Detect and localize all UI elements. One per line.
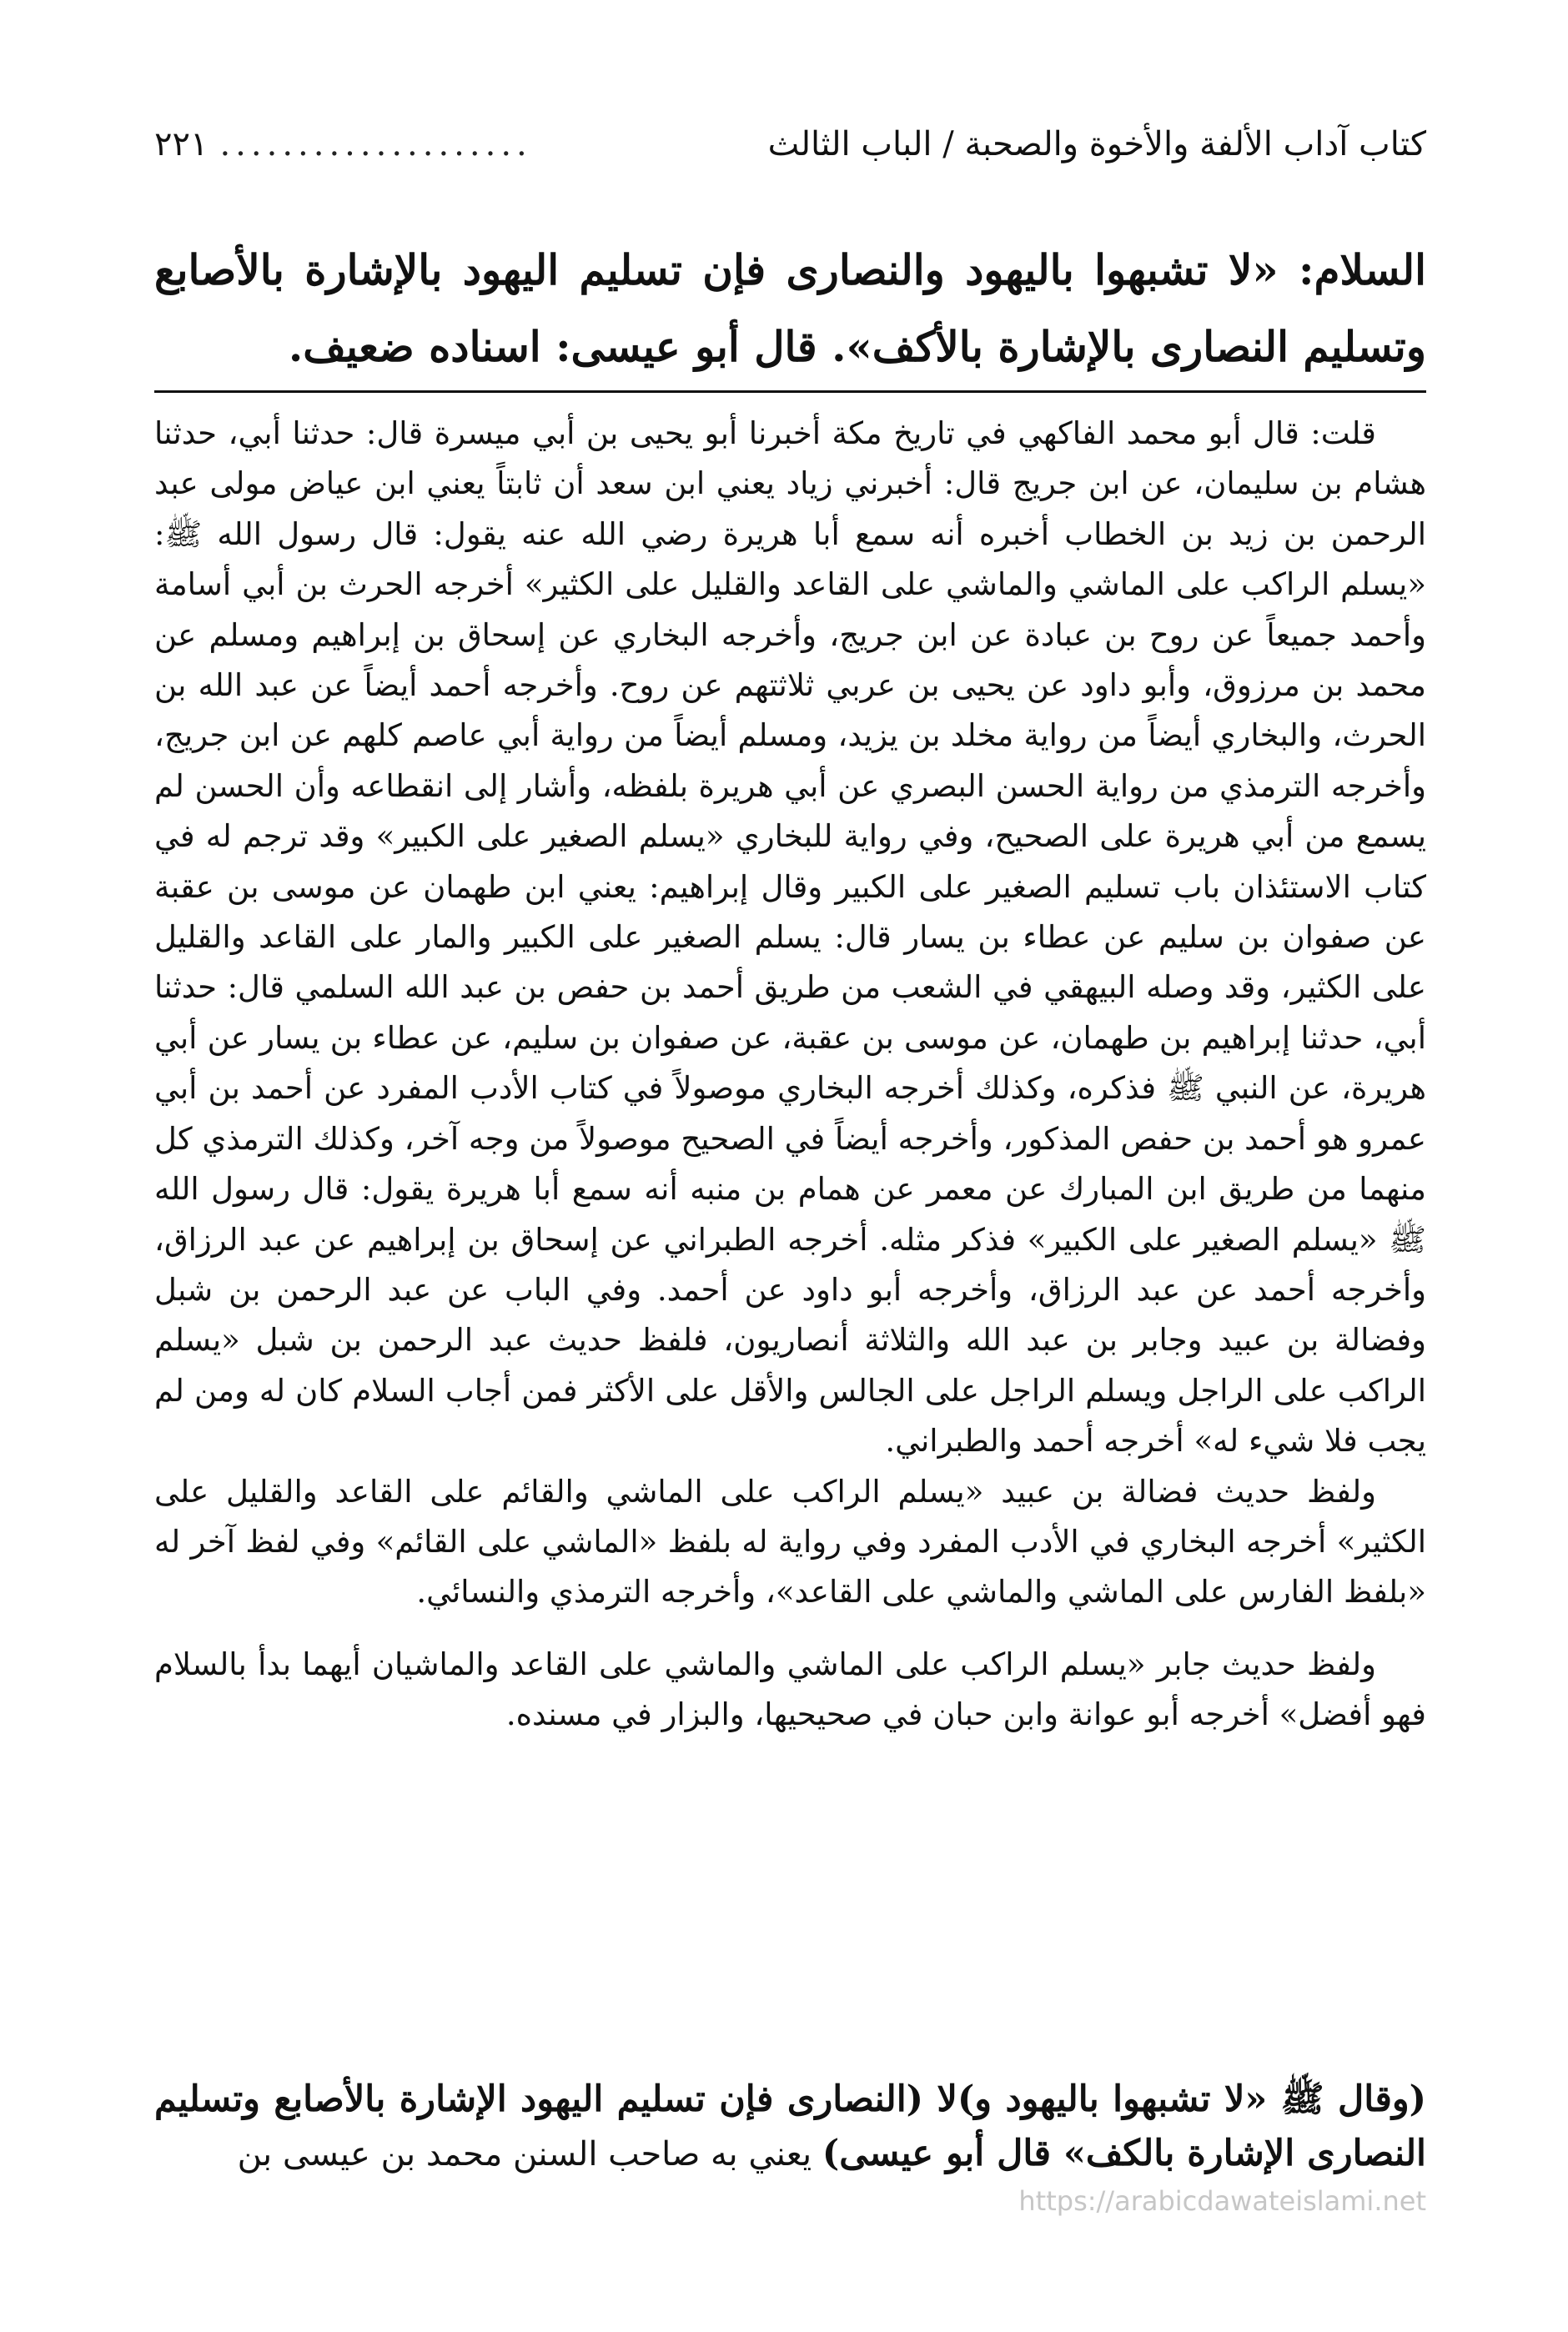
commentary-section [154, 409, 1426, 1741]
main-text-paragraph: السلام: «لا تشبهوا باليهود والنصارى فإن تسليم اليهود بالإشارة بالأصابع وتسليم النصارى بالإشارة بالأكف». قال أبو عيسى: اسناده ضعيف. [154, 245, 1426, 371]
commentary-paragraph: ولفظ حديث جابر «يسلم الراكب على الماشي والماشي على القاعد والماشيان أيهما بدأ بالسلام فهو أفضل» أخرجه أبو عوانة وابن حبان في صحيحيها، والبزار في مسنده. [154, 1646, 1426, 1733]
running-header [154, 115, 1426, 173]
sharh-quote: (وقال ﷺ «لا تشبهوا باليهود و)لا (النصارى فإن تسليم اليهود الإشارة بالأصابع وتسليم النصارى الإشارة بالكف» قال أبو عيسى) [154, 2078, 1426, 2174]
main-text [154, 232, 1426, 385]
commentary-paragraph: ولفظ حديث فضالة بن عبيد «يسلم الراكب على الماشي والقائم على القاعد والقليل على الكثير» أخرجه البخاري في الأدب المفرد وفي رواية له بلفظ «الماشي على القائم» وفي لفظ آخر له «بلفظ الفارس على الماشي والماشي على القاعد»، وأخرجه الترمذي والنسائي. [154, 1473, 1426, 1611]
dot-leader: .................... [219, 125, 532, 163]
sharh-section [154, 2073, 1426, 2181]
page-number: ٢٢١ [154, 125, 209, 163]
commentary-paragraph: قلت: قال أبو محمد الفاكهي في تاريخ مكة أخبرنا أبو يحيى بن أبي ميسرة قال: حدثنا أبي، حدثنا هشام بن سليمان، عن ابن جريج قال: أخبرني زياد يعني ابن سعد أن ثابتاً يعني ابن عياض مولى عبد الرحمن بن زيد بن الخطاب أخبره أنه سمع أبا هريرة رضي الله عنه يقول: قال رسول الله ﷺ: «يسلم الراكب على الماشي والماشي على القاعد والقليل على الكثير» أخرجه الحرث بن أبي أسامة وأحمد جميعاً عن روح بن عبادة عن ابن جريج، وأخرجه البخاري عن إسحاق بن إبراهيم ومسلم عن محمد بن مرزوق، وأبو داود عن يحيى بن عربي ثلاثتهم عن روح. وأخرجه أحمد أيضاً عن عبد الله بن الحرث، والبخاري أيضاً من رواية مخلد بن يزيد، ومسلم أيضاً من رواية أبي عاصم كلهم عن ابن جريج، وأخرجه الترمذي من رواية الحسن البصري عن أبي هريرة بلفظه، وأشار إلى انقطاعه وأن الحسن لم يسمع من أبي هريرة على الصحيح، وفي رواية للبخاري «يسلم الصغير على الكبير» وقد ترجم له في كتاب الاستئذان باب تسليم الصغير على الكبير وقال إبراهيم: يعني ابن طهمان عن موسى بن عقبة عن صفوان بن سليم عن عطاء بن يسار قال: يسلم الصغير على الكبير والمار على القاعد والقليل على الكثير، وقد وصله البيهقي في الشعب من طريق أحمد بن حفص بن عبد الله السلمي قال: حدثنا أبي، حدثنا إبراهيم بن طهمان، عن موسى بن عقبة، عن صفوان بن سليم، عن عطاء بن يسار عن أبي هريرة، عن النبي ﷺ فذكره، وكذلك أخرجه البخاري موصولاً في كتاب الأدب المفرد عن أحمد بن أبي عمرو هو أحمد بن حفص المذكور، وأخرجه أيضاً في الصحيح موصولاً من وجه آخر، وكذلك الترمذي كل منهما من طريق ابن المبارك عن معمر عن همام بن منبه أنه سمع أبا هريرة يقول: قال رسول الله ﷺ «يسلم الصغير على الكبير» فذكر مثله. أخرجه الطبراني عن إسحاق بن إبراهيم عن عبد الرزاق، وأخرجه أحمد عن عبد الرزاق، وأخرجه أبو داود عن أحمد. وفي الباب عن عبد الرحمن بن شبل وفضالة بن عبيد وجابر بن عبد الله والثلاثة أنصاريون، فلفظ حديث عبد الرحمن بن شبل «يسلم الراكب على الراجل ويسلم الراجل على الجالس والأقل على الأكثر فمن أجاب السلام كان له ومن لم يجب فلا شيء له» أخرجه أحمد والطبراني. [154, 415, 1426, 1460]
watermark-url: https://arabicdawateislami.net [1018, 2185, 1426, 2217]
sharh-text: يعني به صاحب السنن محمد بن عيسى بن [237, 2135, 812, 2174]
chapter-title: كتاب آداب الألفة والأخوة والصحبة / الباب الثالث [767, 125, 1426, 163]
separator-rule [154, 390, 1426, 393]
